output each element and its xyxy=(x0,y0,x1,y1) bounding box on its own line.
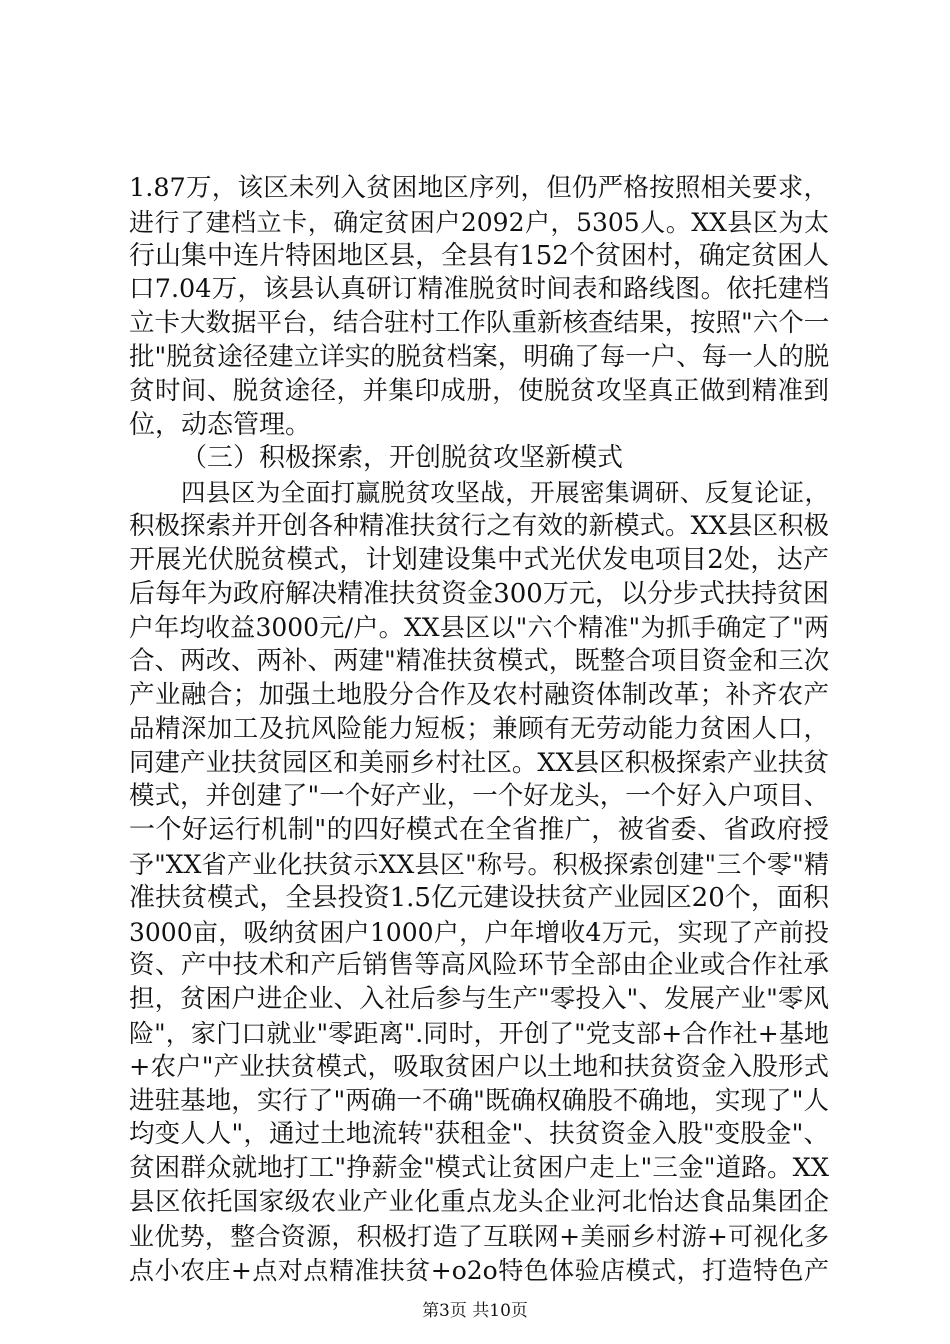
paragraph-line: 资、产中技术和产后销售等高风险环节全部由企业或合作社承 xyxy=(129,950,829,981)
paragraph-line: 担，贫困户进企业、入社后参与生产"零投入"、发展产业"零风 xyxy=(129,984,829,1015)
paragraph-line: 1.87万，该区未列入贫困地区序列，但仍严格按照相关要求， xyxy=(129,173,829,203)
paragraph-line: 均变人人"，通过土地流转"获租金"、扶贫资金入股"变股金"、 xyxy=(129,1119,829,1150)
paragraph-line: 后每年为政府解决精准扶贫资金300万元，以分步式扶持贫困 xyxy=(129,578,829,609)
paragraph-line: 准扶贫模式，全县投资1.5亿元建设扶贫产业园区20个，面积 xyxy=(129,882,829,913)
paragraph-line: 进行了建档立卡，确定贫困户2092户，5305人。XX县区为太 xyxy=(129,207,829,237)
paragraph-line: 积极探索并开创各种精准扶贫行之有效的新模式。XX县区积极 xyxy=(129,510,829,541)
paragraph-line: 合、两改、两补、两建"精准扶贫模式，既整合项目资金和三次 xyxy=(129,646,830,677)
paragraph-line: 四县区为全面打赢脱贫攻坚战，开展密集调研、反复论证， xyxy=(181,478,829,508)
paragraph-line: 予"XX省产业化扶贫示XX县区"称号。积极探索创建"三个零"精 xyxy=(129,849,829,879)
paragraph-line: 产业融合；加强土地股分合作及农村融资体制改革；补齐农产 xyxy=(129,679,829,710)
paragraph-line: 行山集中连片特困地区县，全县有152个贫困村，确定贫困人 xyxy=(129,240,829,271)
paragraph-line: 县区依托国家级农业产业化重点龙头企业河北怡达食品集团企 xyxy=(129,1186,829,1217)
paragraph-line: 同建产业扶贫园区和美丽乡村社区。XX县区积极探索产业扶贫 xyxy=(129,747,829,778)
paragraph-line: +农户"产业扶贫模式，吸取贫困户以土地和扶贫资金入股形式 xyxy=(129,1051,829,1082)
paragraph-line: 位，动态管理。 xyxy=(129,409,312,440)
paragraph-line: 模式，并创建了"一个好产业，一个好龙头，一个好入户项目、 xyxy=(129,781,830,812)
paragraph-line: 进驻基地，实行了"两确一不确"既确权确股不确地，实现了"人 xyxy=(129,1085,829,1116)
paragraph-line: 贫时间、脱贫途径，并集印成册，使脱贫攻坚真正做到精准到 xyxy=(129,375,829,406)
section-heading: （三）积极探索，开创脱贫攻坚新模式 xyxy=(181,443,624,474)
paragraph-line: 点小农庄+点对点精准扶贫+o2o特色体验店模式，打造特色产 xyxy=(129,1255,829,1285)
paragraph-line: 开展光伏脱贫模式，计划建设集中式光伏发电项目2处，达产 xyxy=(129,544,829,575)
paragraph-line: 贫困群众就地打工"挣薪金"模式让贫困户走上"三金"道路。XX xyxy=(129,1153,829,1184)
page-footer: 第3页 共10页 xyxy=(422,1301,528,1321)
paragraph-line: 口7.04万，该县认真研订精准脱贫时间表和路线图。依托建档 xyxy=(129,274,829,305)
paragraph-line: 户年均收益3000元/户。XX县区以"六个精准"为抓手确定了"两 xyxy=(129,613,830,643)
paragraph-line: 一个好运行机制"的四好模式在全省推广，被省委、省政府授 xyxy=(129,815,829,846)
paragraph-line: 立卡大数据平台，结合驻村工作队重新核查结果，按照"六个一 xyxy=(129,308,830,339)
paragraph-line: 品精深加工及抗风险能力短板；兼顾有无劳动能力贫困人口， xyxy=(129,713,829,744)
paragraph-line: 3000亩，吸纳贫困户1000户，户年增收4万元，实现了产前投 xyxy=(129,917,829,947)
document-body xyxy=(129,172,829,1287)
paragraph-line: 险"，家门口就业"零距离".同时，开创了"党支部+合作社+基地 xyxy=(129,1018,829,1048)
paragraph-line: 批"脱贫途径建立详实的脱贫档案，明确了每一户、每一人的脱 xyxy=(129,341,830,372)
paragraph-line: 业优势，整合资源，积极打造了互联网+美丽乡村游+可视化多 xyxy=(129,1221,829,1251)
